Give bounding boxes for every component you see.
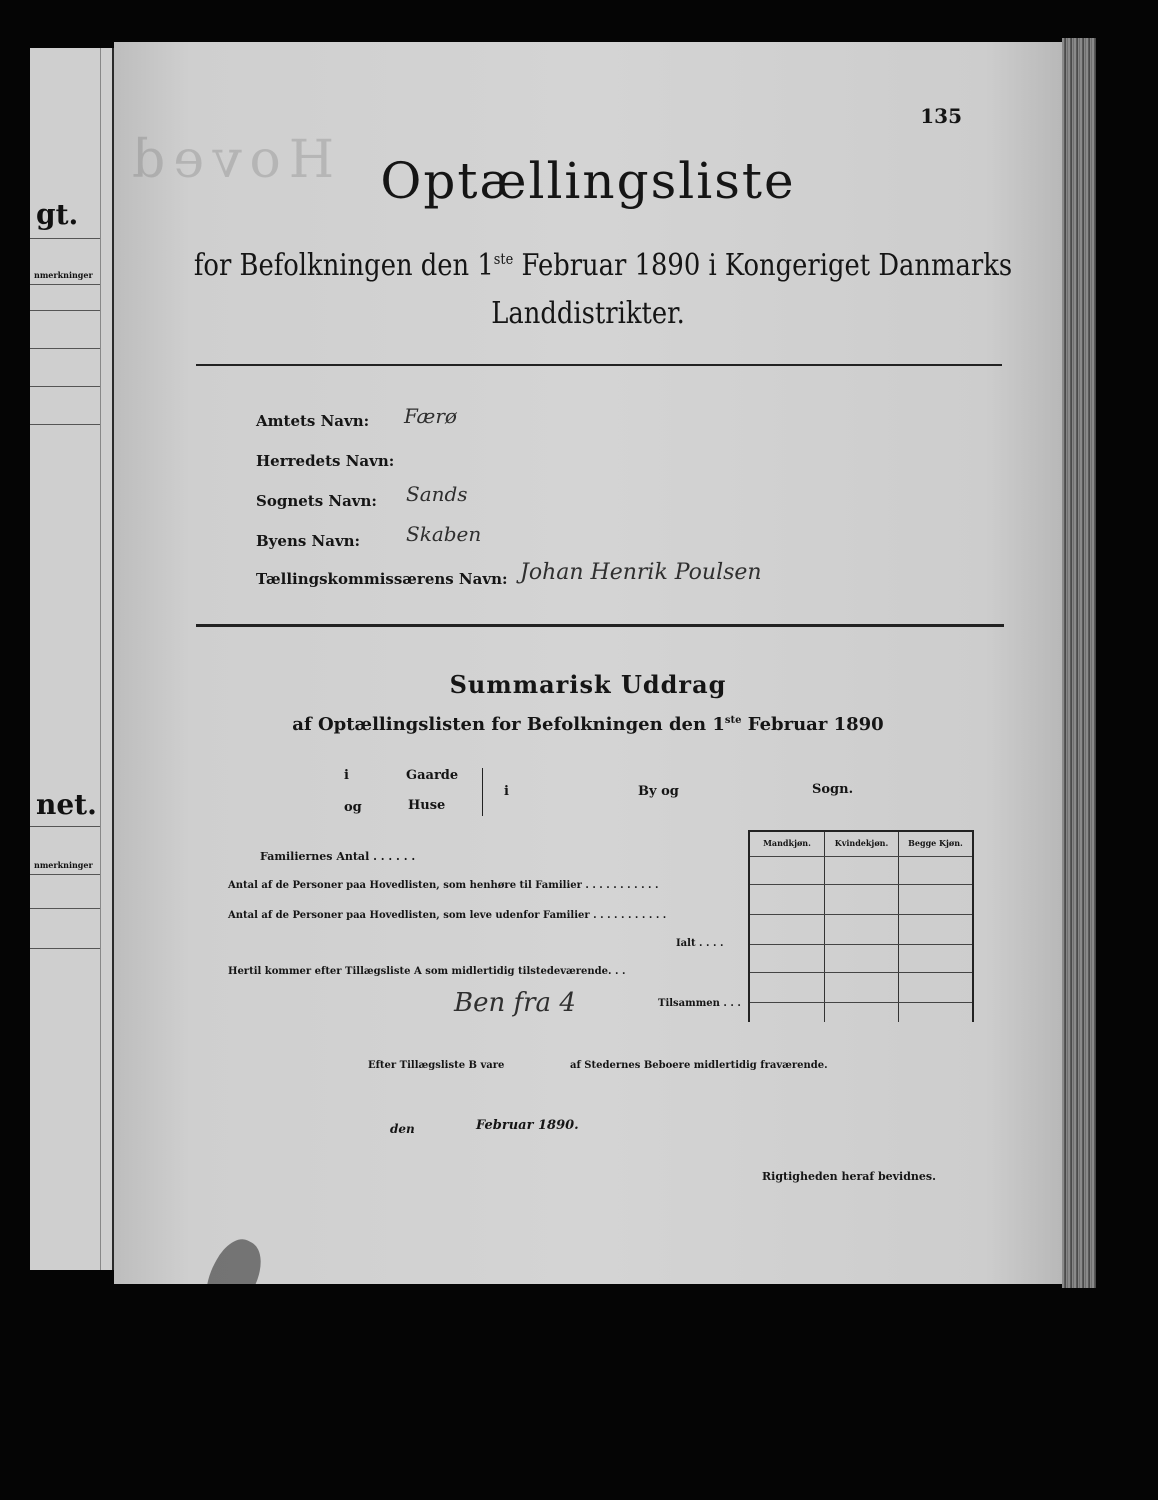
table-row-line (750, 856, 972, 857)
census-page (114, 42, 1062, 1284)
strip-rule (30, 284, 100, 285)
strip-label-gt: gt. (36, 198, 79, 231)
header-mandkjon: Mandkjøn. (763, 838, 811, 848)
strip-label-anmerkninger: nmerkninger (34, 270, 93, 280)
place-huse: Huse (408, 798, 446, 813)
strip-rule (30, 238, 100, 239)
fields-divider (196, 624, 1004, 627)
sogn-value: Sands (406, 482, 468, 506)
header-divider (196, 364, 1002, 366)
strip-label-anmerkninger-2: nmerkninger (34, 860, 93, 870)
page-number: 135 (920, 104, 962, 128)
row-ialt: Ialt . . . . (676, 938, 724, 949)
rigtigheden-label: Rigtigheden heraf bevidnes. (762, 1170, 936, 1183)
efter-tillaegsliste-b: Efter Tillægsliste B vare (368, 1060, 505, 1071)
strip-rule (30, 948, 100, 949)
previous-page-edge (30, 48, 114, 1270)
summary-table (748, 830, 974, 1022)
table-row-line (750, 1002, 972, 1003)
strip-label-net: net. (36, 788, 97, 821)
table-col-divider (824, 832, 825, 1022)
by-label: Byens Navn: (256, 532, 361, 550)
table-row-line (750, 914, 972, 915)
table-row-line (750, 884, 972, 885)
ink-smudge (194, 1232, 272, 1284)
kommissaer-label: Tællingskommissærens Navn: (256, 570, 508, 588)
strip-rule (30, 386, 100, 387)
header-kvindekjon: Kvindekjøn. (834, 838, 889, 848)
strip-rule (30, 826, 100, 827)
by-value: Skaben (406, 522, 482, 546)
amt-value: Færø (404, 404, 457, 428)
row-personer-udenfor: Antal af de Personer paa Hovedlisten, som leve udenfor Familier . . . . . . . . . . . (228, 910, 667, 921)
place-i2: i (504, 784, 509, 799)
book-page-edges (1062, 38, 1096, 1288)
strip-rule (30, 874, 100, 875)
date-label: Februar 1890. (476, 1118, 579, 1133)
strip-rule (30, 424, 100, 425)
header-begge-kjon: Begge Kjøn. (908, 838, 963, 848)
page-subtitle-line2: Landdistrikter. (491, 296, 685, 331)
handwritten-note: Ben fra 4 (454, 988, 576, 1018)
table-row-line (750, 944, 972, 945)
page-subtitle: for Befolkningen den 1ste Februar 1890 i Kongeriget Danmarks (193, 248, 1013, 283)
row-tillaegsliste-a: Hertil kommer efter Tillægsliste A som midlertidig tilstedeværende. . . (228, 966, 626, 977)
page-title: Optællingsliste (380, 152, 796, 210)
kommissaer-value: Johan Henrik Poulsen (520, 560, 762, 585)
stedernes-beboere: af Stedernes Beboere midlertidig fraværende. (570, 1060, 828, 1071)
strip-rule (30, 310, 100, 311)
place-sogn: Sogn. (812, 782, 854, 797)
sogn-label: Sognets Navn: (256, 492, 377, 510)
row-familiernes-antal: Familiernes Antal . . . . . . (260, 850, 416, 863)
place-brace (482, 768, 483, 816)
bleed-through-text: Hoved (124, 130, 335, 190)
row-personer-familier: Antal af de Personer paa Hovedlisten, som henhøre til Familier . . . . . . . . . . . (228, 880, 659, 891)
summary-subtitle: af Optællingslisten for Befolkningen den 1ste Februar 1890 (292, 714, 884, 735)
strip-column-rule (100, 48, 101, 1270)
place-by-og: By og (638, 784, 679, 799)
strip-rule (30, 348, 100, 349)
table-row-line (750, 972, 972, 973)
strip-rule (30, 908, 100, 909)
row-tilsammen: Tilsammen . . . (658, 998, 741, 1009)
herred-label: Herredets Navn: (256, 452, 395, 470)
place-og: og (344, 800, 362, 815)
amt-label: Amtets Navn: (256, 412, 370, 430)
place-i: i (344, 768, 349, 783)
summary-title: Summarisk Uddrag (449, 670, 727, 699)
table-col-divider (898, 832, 899, 1022)
den-label: den (390, 1122, 415, 1136)
place-gaarde: Gaarde (406, 768, 459, 783)
